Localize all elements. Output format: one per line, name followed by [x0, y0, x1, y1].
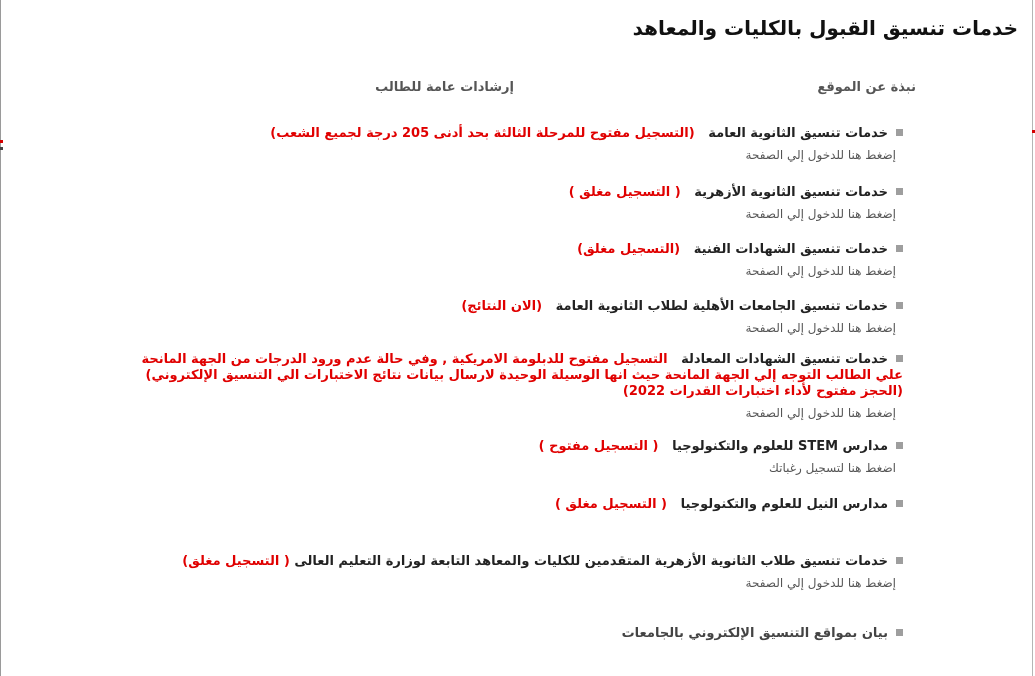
- service-status: (التسجيل مغلق): [577, 242, 681, 257]
- about-site-link[interactable]: نبذة عن الموقع: [817, 80, 916, 95]
- service-status: (التسجيل مفتوح للمرحلة الثالثة بحد أدنى 205 درجة لجميع الشعب): [270, 126, 695, 141]
- bullet-square-icon: [896, 500, 903, 507]
- service-name[interactable]: خدمات تنسيق الشهادات المعادلة: [681, 352, 888, 367]
- service-status: (الان النتائج): [461, 299, 543, 314]
- edge-marker: [0, 140, 3, 154]
- student-guidelines-link[interactable]: إرشادات عامة للطالب: [375, 80, 514, 95]
- service-name[interactable]: مدارس النيل للعلوم والتكنولوجيا: [680, 497, 888, 512]
- service-stem-schools: [539, 438, 903, 475]
- service-azhar-higher-education: [182, 553, 903, 590]
- service-name[interactable]: خدمات تنسيق الشهادات الفنية: [693, 242, 888, 257]
- service-name[interactable]: خدمات تنسيق الجامعات الأهلية لطلاب الثانوية العامة: [555, 299, 888, 314]
- enter-page-link[interactable]: إضغط هنا للدخول إلي الصفحة: [745, 148, 896, 162]
- bullet-square-icon: [896, 355, 903, 362]
- right-frame-border: [1032, 0, 1033, 676]
- service-name[interactable]: مدارس STEM للعلوم والتكنولوجيا: [672, 439, 888, 454]
- bullet-square-icon: [896, 629, 903, 636]
- service-general-secondary: [270, 125, 903, 162]
- service-private-universities: [461, 298, 903, 335]
- enter-page-link[interactable]: إضغط هنا للدخول إلي الصفحة: [745, 406, 896, 420]
- service-status: ( التسجيل مغلق ): [568, 185, 681, 200]
- bullet-square-icon: [896, 557, 903, 564]
- bullet-square-icon: [896, 129, 903, 136]
- bullet-square-icon: [896, 245, 903, 252]
- bullet-square-icon: [896, 302, 903, 309]
- service-azhar-secondary: [569, 184, 903, 221]
- service-technical-certificates: [577, 241, 903, 278]
- service-status: التسجيل مفتوح للدبلومة الامريكية , وفي حالة عدم ورود الدرجات من الجهة المانحة علي الطالب التوجه إلي الجهة المانحة حيث انها الوسيلة الوحيدة لارسال بيانات نتائج الاختبارات الي التنسيق الإلكتروني) (الحجز مفتوح لأداء اختبارات القدرات 2022): [141, 352, 903, 399]
- left-frame-border: [0, 0, 1, 676]
- enter-page-link[interactable]: إضغط هنا للدخول إلي الصفحة: [745, 576, 896, 590]
- service-status: ( التسجيل مفتوح ): [538, 439, 659, 454]
- page-title: خدمات تنسيق القبول بالكليات والمعاهد: [632, 16, 1018, 40]
- service-status: ( التسجيل مغلق): [182, 554, 290, 569]
- enter-page-link[interactable]: إضغط هنا للدخول إلي الصفحة: [745, 264, 896, 278]
- enter-page-link[interactable]: إضغط هنا للدخول إلي الصفحة: [745, 321, 896, 335]
- service-name[interactable]: خدمات تنسيق الثانوية الأزهرية: [694, 185, 888, 200]
- service-status: ( التسجيل مغلق ): [554, 497, 667, 512]
- service-university-sites: [622, 625, 903, 642]
- service-nile-schools: [555, 496, 903, 513]
- service-equivalent-certificates: [133, 352, 903, 420]
- service-name[interactable]: بيان بمواقع التنسيق الإلكتروني بالجامعات: [621, 626, 888, 641]
- enter-page-link[interactable]: إضغط هنا للدخول إلي الصفحة: [745, 207, 896, 221]
- bullet-square-icon: [896, 442, 903, 449]
- service-name[interactable]: خدمات تنسيق طلاب الثانوية الأزهرية المتقدمين للكليات والمعاهد التابعة لوزارة التعليم العالى: [294, 554, 888, 569]
- bullet-square-icon: [896, 188, 903, 195]
- service-name[interactable]: خدمات تنسيق الثانوية العامة: [708, 126, 888, 141]
- register-preferences-link[interactable]: اضغط هنا لتسجيل رغباتك: [769, 461, 896, 475]
